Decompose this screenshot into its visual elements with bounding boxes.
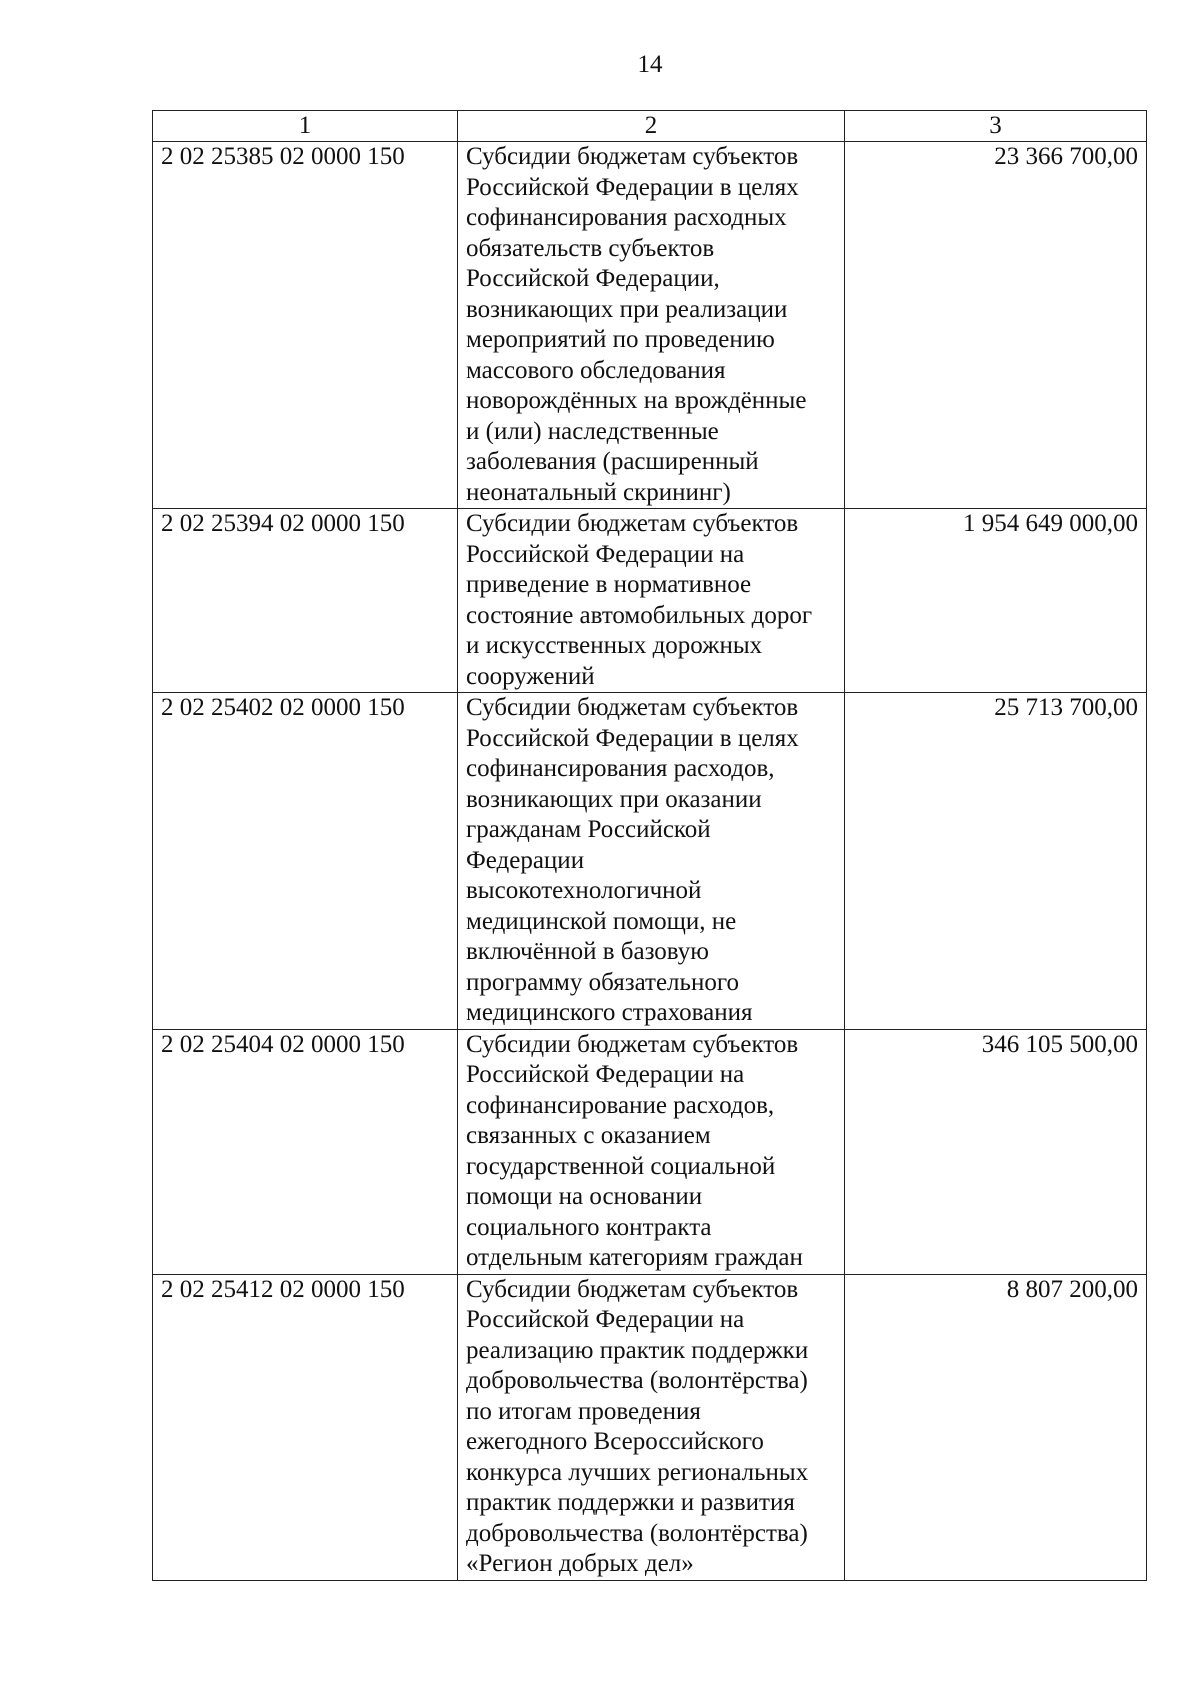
description-line: заболевания (расширенный	[466, 448, 759, 475]
description-line: Субсидии бюджетам субъектов	[466, 510, 799, 537]
budget-code-cell: 2 02 25412 02 0000 150	[153, 1274, 458, 1580]
description-line: медицинского страхования	[466, 999, 753, 1026]
description-line: мероприятий по проведению	[466, 326, 775, 353]
description-line: социального контракта	[466, 1213, 712, 1241]
description-line: помощи на основании	[466, 1183, 703, 1210]
description-line: программу обязательного	[466, 968, 739, 996]
description-line: Российской Федерации на	[466, 1306, 745, 1333]
table-header-row	[153, 111, 1147, 142]
amount-cell: 25 713 700,00	[845, 693, 1147, 1030]
column-header-3: 3	[845, 111, 1147, 142]
description-line: добровольчества (волонтёрства)	[466, 1367, 808, 1394]
description-line: гражданам Российской	[466, 816, 711, 843]
description-line: Российской Федерации на	[466, 540, 745, 568]
description-line: возникающих при реализации	[466, 295, 788, 323]
description-line: Российской Федерации в целях	[466, 724, 799, 752]
description-line: государственной социальной	[466, 1152, 776, 1180]
page-number: 14	[637, 51, 663, 78]
description-line: возникающих при оказании	[466, 785, 762, 813]
description-cell	[458, 1274, 845, 1580]
description-line: сооружений	[466, 662, 595, 690]
description-line: Российской Федерации в целях	[466, 173, 799, 201]
column-header-2: 2	[458, 111, 845, 142]
table-row	[153, 1029, 1147, 1274]
description-line: Федерации	[466, 846, 585, 874]
description-line: софинансирования расходов,	[466, 755, 775, 782]
description-line: по итогам проведения	[466, 1397, 701, 1425]
description-cell	[458, 693, 845, 1030]
description-line: новорождённых на врождённые	[466, 387, 807, 414]
description-line: состояние автомобильных дорог	[466, 601, 813, 629]
description-line: массового обследования	[466, 356, 726, 384]
description-line: неонатальный скрининг)	[466, 478, 731, 506]
description-line: добровольчества (волонтёрства)	[466, 1519, 808, 1547]
description-line: приведение в нормативное	[466, 571, 752, 598]
description-line: и (или) наследственные	[466, 417, 719, 445]
description-line: Субсидии бюджетам субъектов	[466, 694, 799, 721]
amount-cell: 1 954 649 000,00	[845, 509, 1147, 693]
table-row	[153, 142, 1147, 509]
table-row	[153, 1274, 1147, 1580]
description-cell	[458, 509, 845, 693]
amount-cell: 8 807 200,00	[845, 1274, 1147, 1580]
description-line: «Регион добрых дел»	[466, 1550, 694, 1577]
description-line: конкурса лучших региональных	[466, 1458, 809, 1486]
description-line: отдельным категориям граждан	[466, 1244, 803, 1271]
table-row	[153, 509, 1147, 693]
amount-cell: 346 105 500,00	[845, 1029, 1147, 1274]
description-cell	[458, 1029, 845, 1274]
description-line: ежегодного Всероссийского	[466, 1428, 764, 1455]
amount-cell: 23 366 700,00	[845, 142, 1147, 509]
description-line: реализацию практик поддержки	[466, 1336, 809, 1364]
table-row	[153, 693, 1147, 1030]
description-line: софинансирования расходных	[466, 204, 787, 231]
description-line: обязательств субъектов	[466, 234, 715, 262]
budget-code-cell: 2 02 25385 02 0000 150	[153, 142, 458, 509]
description-line: практик поддержки и развития	[466, 1489, 795, 1516]
description-line: высокотехнологичной	[466, 877, 702, 904]
budget-code-cell: 2 02 25394 02 0000 150	[153, 509, 458, 693]
description-line: и искусственных дорожных	[466, 632, 763, 659]
budget-code-cell: 2 02 25404 02 0000 150	[153, 1029, 458, 1274]
budget-code-cell: 2 02 25402 02 0000 150	[153, 693, 458, 1030]
table-body	[153, 111, 1147, 1581]
description-line: Субсидии бюджетам субъектов	[466, 143, 799, 170]
description-line: софинансирование расходов,	[466, 1091, 775, 1119]
description-line: включённой в базовую	[466, 938, 709, 965]
description-line: Субсидии бюджетам субъектов	[466, 1275, 799, 1303]
description-line: связанных с оказанием	[466, 1122, 711, 1149]
column-header-1: 1	[153, 111, 458, 142]
description-line: медицинской помощи, не	[466, 907, 737, 935]
budget-table	[152, 110, 1147, 1581]
description-line: Российской Федерации,	[466, 265, 720, 292]
description-line: Субсидии бюджетам субъектов	[466, 1030, 799, 1058]
description-cell	[458, 142, 845, 509]
description-line: Российской Федерации на	[466, 1061, 745, 1088]
